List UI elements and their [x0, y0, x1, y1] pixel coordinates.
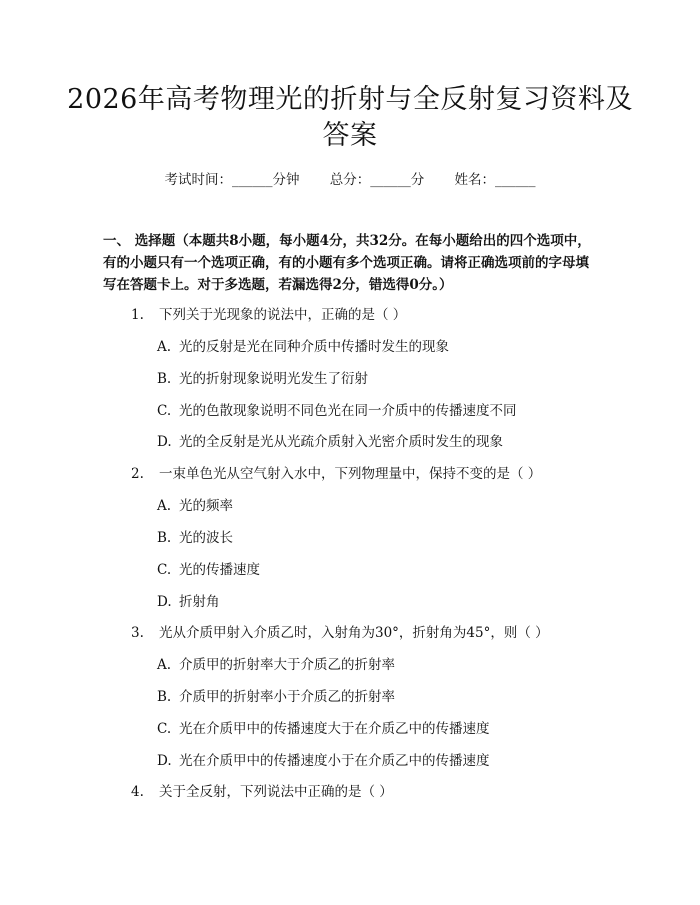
question-2-option-d	[157, 590, 637, 610]
option-letter: B.	[157, 689, 172, 705]
exam-time-field: 考试时间：______分钟	[164, 172, 300, 188]
question-text: 下列关于光现象的说法中，正确的是（ ）	[159, 307, 407, 323]
option-letter: D.	[157, 594, 172, 610]
option-text: 光的折射现象说明光发生了衍射	[179, 371, 368, 387]
question-number: 3.	[131, 625, 144, 641]
question-4	[131, 780, 651, 800]
section-heading: 一、 选择题（本题共8小题，每小题4分，共32分。在每小题给出的四个选项中，有的小题只有一个选项正确，有的小题有多个选项正确。请将正确选项前的字母填写在答题卡上。对于多选题，若漏选得2分，错选得0分。）	[103, 233, 591, 293]
option-text: 光的频率	[179, 498, 233, 514]
question-2-option-c	[157, 558, 637, 578]
option-text: 光在介质甲中的传播速度小于在介质乙中的传播速度	[179, 753, 490, 769]
option-letter: D.	[157, 753, 172, 769]
option-letter: C.	[157, 721, 172, 737]
option-letter: A.	[157, 657, 172, 673]
option-letter: B.	[157, 530, 172, 546]
option-text: 光的反射是光在同种介质中传播时发生的现象	[179, 339, 449, 355]
option-text: 光的色散现象说明不同色光在同一介质中的传播速度不同	[179, 403, 517, 419]
document-title: 2026年高考物理光的折射与全反射复习资料及答案	[67, 84, 633, 151]
question-3-option-d	[157, 749, 637, 769]
option-text: 光在介质甲中的传播速度大于在介质乙中的传播速度	[179, 721, 490, 737]
option-text: 折射角	[179, 594, 220, 610]
option-text: 光的波长	[179, 530, 233, 546]
question-3-option-c	[157, 717, 637, 737]
question-1-option-d	[157, 430, 637, 450]
option-letter: B.	[157, 371, 172, 387]
exam-meta	[0, 168, 700, 188]
question-number: 1.	[131, 307, 144, 323]
question-1	[131, 303, 651, 323]
question-number: 2.	[131, 466, 144, 482]
option-letter: D.	[157, 434, 172, 450]
question-text: 一束单色光从空气射入水中，下列物理量中，保持不变的是（ ）	[159, 466, 542, 482]
option-letter: C.	[157, 562, 172, 578]
question-3	[131, 621, 651, 641]
question-text: 光从介质甲射入介质乙时，入射角为30°，折射角为45°，则（ ）	[159, 625, 549, 641]
option-text: 光的全反射是光从光疏介质射入光密介质时发生的现象	[179, 434, 503, 450]
question-1-option-b	[157, 367, 637, 387]
question-2	[131, 462, 651, 482]
question-1-option-a	[157, 335, 637, 355]
question-3-option-b	[157, 685, 637, 705]
total-score-field: 总分：______分	[329, 172, 425, 188]
option-letter: C.	[157, 403, 172, 419]
question-3-option-a	[157, 653, 637, 673]
question-number: 4.	[131, 784, 144, 800]
option-letter: A.	[157, 339, 172, 355]
option-text: 介质甲的折射率大于介质乙的折射率	[179, 657, 395, 673]
question-2-option-b	[157, 526, 637, 546]
option-letter: A.	[157, 498, 172, 514]
option-text: 介质甲的折射率小于介质乙的折射率	[179, 689, 395, 705]
student-name-field: 姓名：______	[454, 172, 536, 188]
question-text: 关于全反射，下列说法中正确的是（ ）	[159, 784, 393, 800]
question-2-option-a	[157, 494, 637, 514]
question-1-option-c	[157, 399, 637, 419]
option-text: 光的传播速度	[179, 562, 260, 578]
